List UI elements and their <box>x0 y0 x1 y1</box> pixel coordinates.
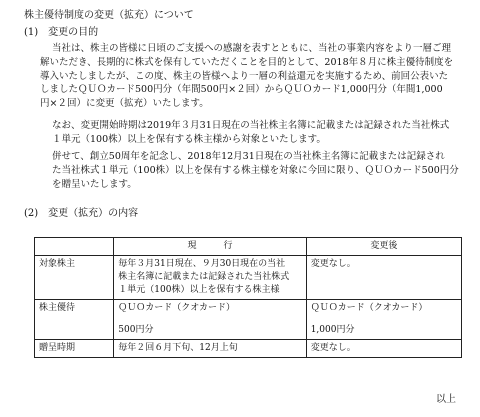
row-after-cell <box>306 300 461 340</box>
cell-line: ＱＵＯカード（クオカード） <box>310 303 428 314</box>
benefit-comparison-table <box>34 237 462 358</box>
paragraph-line: 当社は、株主の皆様に日頃のご支援への感謝を表すとともに、当社の事業内容をより一層ご理 <box>52 43 452 54</box>
section-1-paragraph-1 <box>40 42 464 111</box>
closing-mark: 以上 <box>436 394 456 405</box>
paragraph-line: なお、変更開始時期は2019年３月31日現在の当社株主名簿に記載または記録された当社株式 <box>52 120 450 131</box>
cell-line: 変更なし。 <box>310 343 356 354</box>
paragraph-line: 併せて、創立50周年を記念し、2018年12月31日現在の当社株主名簿に記載または記録され <box>52 151 445 162</box>
section-1-paragraph-2 <box>40 119 464 147</box>
row-current-cell <box>114 300 306 340</box>
cell-line: 株主名簿に記載または記録された当社株式 <box>118 272 290 283</box>
section-1-heading: (1) 変更の目的 <box>24 27 99 38</box>
cell-spacer <box>311 315 457 324</box>
cell-line: 毎年３月31日現在、９月30日現在の当社 <box>118 259 286 270</box>
row-after-cell <box>306 256 461 300</box>
paragraph-line: 解いただき、長期的に株式を保有していただくことを目的として、2018年８月に株主優待制度を <box>40 56 454 68</box>
cell-line: １単元（100株）以上を保有する株主様 <box>118 285 280 296</box>
cell-line: 変更なし。 <box>310 259 356 270</box>
table-row <box>35 340 462 358</box>
table-row <box>35 256 462 300</box>
section-1-paragraph-3 <box>40 150 464 191</box>
header-after: 変更後 <box>306 238 461 256</box>
cell-line: 1,000円分 <box>310 325 355 336</box>
row-label: 対象株主 <box>35 256 114 300</box>
table-header-row <box>35 238 462 256</box>
paragraph-line: しましたＱＵＯカード500円分（年間500円×２回）からＱＵＯカード1,000円分（年間1,000 <box>40 84 443 96</box>
row-current-cell <box>114 340 306 358</box>
paragraph-line: 円×２回）に変更（拡充）いたします。 <box>40 98 209 110</box>
cell-line: ＱＵＯカード（クオカード） <box>118 303 236 314</box>
table-row <box>35 300 462 340</box>
cell-spacer <box>118 315 301 324</box>
paragraph-line: １単元（100株）以上を保有する株主様から対象といたします。 <box>52 133 326 145</box>
row-current-cell <box>114 256 306 300</box>
paragraph-line: を贈呈いたします。 <box>52 178 137 190</box>
cell-line: 毎年２回６月下旬、12月上旬 <box>118 343 238 354</box>
document-title: 株主優待制度の変更（拡充）について <box>24 10 194 21</box>
row-after-cell <box>306 340 461 358</box>
row-label: 株主優待 <box>35 300 114 340</box>
row-label: 贈呈時期 <box>35 340 114 358</box>
paragraph-line: た当社株式１単元（100株）以上を保有する株主様を対象に今回に限り、ＱＵＯカード500円分 <box>52 164 459 176</box>
paragraph-line: 導入いたしましたが、この度、株主の皆様へより一層の利益還元を実施するため、前回公表いた <box>40 70 449 82</box>
header-current: 現 行 <box>114 238 306 256</box>
cell-line: 500円分 <box>118 325 154 336</box>
header-blank-cell <box>35 238 114 256</box>
section-2-heading: (2) 変更（拡充）の内容 <box>24 208 139 219</box>
